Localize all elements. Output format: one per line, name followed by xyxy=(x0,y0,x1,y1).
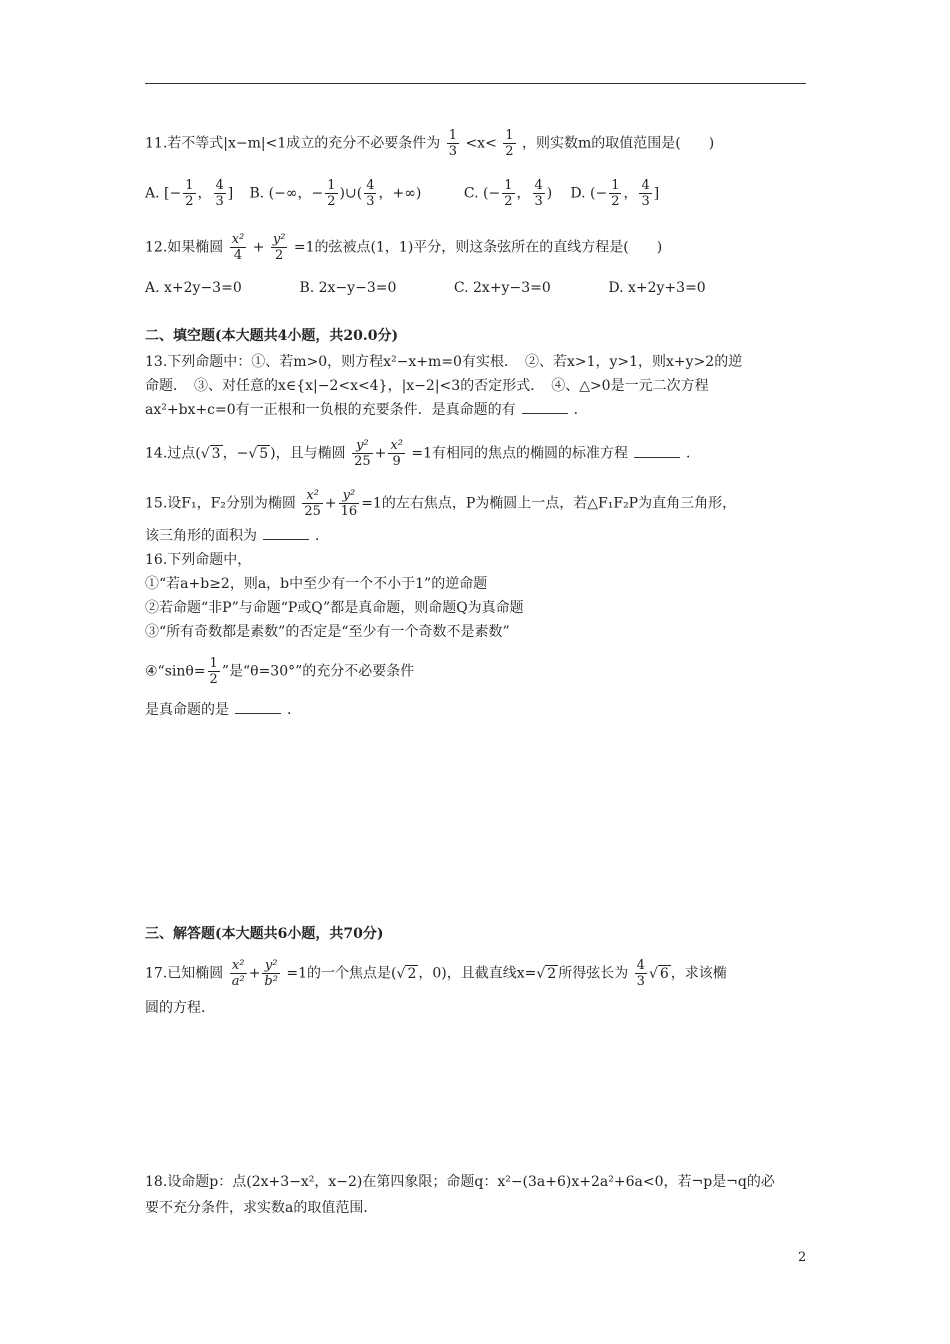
q12-options xyxy=(145,278,706,298)
q17-line-2: 圆的方程． xyxy=(145,1000,215,1016)
q14-text-a: 14.过点( xyxy=(145,445,201,462)
q17-text-e: ，求该椭 xyxy=(670,965,727,982)
q14-answer-blank[interactable] xyxy=(634,445,680,458)
q16-line-1: 16.下列命题中， xyxy=(145,552,252,568)
q17-sqrt-1: √ 2 xyxy=(396,965,417,982)
q17-sqrt-3: √ 6 xyxy=(648,965,669,982)
q13-line-1: 13.下列命题中：①、若m>0，则方程x²−x+m=0有实根． ②、若x>1，y>1，则x+y>2的逆 xyxy=(145,354,743,370)
q17-text-a: 17.已知椭圆 xyxy=(145,965,224,982)
q16-answer-blank[interactable] xyxy=(235,701,281,714)
q12-plus: + xyxy=(252,239,265,256)
q16-item-4-a: ④“sinθ= xyxy=(145,663,206,680)
q17-frac-1: $\frac{\text{x²}}{\text{a²}}$ xyxy=(231,958,245,989)
q15-frac-1: $\frac{\text{x²}}{25}$ xyxy=(304,488,321,519)
q18-line-2: 要不充分条件，求实数a的取值范围． xyxy=(145,1200,378,1216)
q12-text-b: =1的弦被点(1，1)平分，则这条弦所在的直线方程是( ) xyxy=(293,239,663,256)
q16-line-6 xyxy=(145,700,301,720)
q17-text-b: =1的一个焦点是( xyxy=(286,965,397,982)
q12-option-a: A. x+2y−3=0 xyxy=(145,280,242,296)
q14-sep: ，− xyxy=(222,445,249,462)
q14-plus: + xyxy=(374,445,387,462)
section-3-heading: 三、解答题(本大题共6小题，共70分) xyxy=(145,926,384,942)
q15-answer-blank[interactable] xyxy=(263,527,309,540)
q11-option-a: A. [− $\frac{1}{2}$ ， $\frac{4}{3}$ ] xyxy=(145,178,234,209)
q15-text-a: 15.设F₁，F₂分别为椭圆 xyxy=(145,495,296,512)
q12-text-a: 12.如果椭圆 xyxy=(145,239,224,256)
q12-frac-2: $\frac{\text{y²}}{2}$ xyxy=(272,232,286,263)
q16-item-2: ②若命题“非P”与命题“P或Q”都是真命题，则命题Q为真命题 xyxy=(145,600,524,616)
q14-end: ． xyxy=(686,445,700,462)
q17-stem xyxy=(145,958,727,989)
q11-option-b: B. (−∞，− $\frac{1}{2}$ )∪( $\frac{4}{3}$ ，+∞) xyxy=(249,178,422,209)
section-2-heading: 二、填空题(本大题共4小题，共20.0分) xyxy=(145,328,399,344)
q15-line-2-text: 该三角形的面积为 xyxy=(145,528,257,544)
q16-end: ． xyxy=(287,702,301,718)
q13-line-3-text: ax²+bx+c=0有一正根和一负根的充要条件．是真命题的有 xyxy=(145,402,516,418)
header-rule xyxy=(145,83,806,84)
q17-text-c: ，0)，且截直线x= xyxy=(418,965,537,982)
q14-sqrt-1: √ 3 xyxy=(200,445,221,462)
q16-item-4 xyxy=(145,656,414,687)
q14-sqrt-2: √ 5 xyxy=(248,445,269,462)
q16-item-3: ③“所有奇数都是素数”的否定是“至少有一个奇数不是素数” xyxy=(145,624,510,640)
q15-stem xyxy=(145,488,736,519)
q16-item-4-b: ”是“θ=30°”的充分不必要条件 xyxy=(221,663,415,680)
q14-frac-1: $\frac{\text{y²}}{25}$ xyxy=(354,438,371,469)
q16-frac: $\frac{1}{2}$ xyxy=(209,656,218,687)
q13-end: ． xyxy=(573,402,588,418)
q11-options xyxy=(145,178,659,209)
q15-end: ． xyxy=(315,528,329,544)
q11-text-a: 11.若不等式|x−m|<1成立的充分不必要条件为 xyxy=(145,135,441,152)
q15-frac-2: $\frac{\text{y²}}{16}$ xyxy=(340,488,358,519)
q11-stem xyxy=(145,128,714,159)
q15-line-2 xyxy=(145,526,329,546)
q12-option-b: B. 2x−y−3=0 xyxy=(299,280,397,296)
q11-option-c: C. (− $\frac{1}{2}$ ， $\frac{4}{3}$ ) xyxy=(463,178,553,209)
q11-frac-1: $\frac{1}{3}$ xyxy=(448,128,457,159)
q11-frac-2: $\frac{1}{2}$ xyxy=(505,128,514,159)
q17-plus: + xyxy=(248,965,261,982)
q12-option-c: C. 2x+y−3=0 xyxy=(453,280,551,296)
q17-sqrt-2: √ 2 xyxy=(536,965,557,982)
q12-stem xyxy=(145,232,662,263)
q16-item-1: ①“若a+b≥2，则a，b中至少有一个不小于1”的逆命题 xyxy=(145,576,488,592)
q17-frac-3: $\frac{4}{3}$ xyxy=(636,958,645,989)
q12-frac-1: $\frac{\text{x²}}{4}$ xyxy=(231,232,245,263)
q14-frac-2: $\frac{\text{x²}}{9}$ xyxy=(390,438,403,469)
q15-text-b: 的左右焦点，P为椭圆上一点，若△F₁F₂P为直角三角形， xyxy=(381,495,737,512)
q11-text-b: ，则实数m的取值范围是( ) xyxy=(521,135,715,152)
q11-mid: <x< xyxy=(465,135,497,152)
q14-text-b: )，且与椭圆 xyxy=(270,445,346,462)
q14-stem xyxy=(145,438,700,469)
q11-option-d: D. (− $\frac{1}{2}$ ， $\frac{4}{3}$ ] xyxy=(570,178,660,209)
q12-option-d: D. x+2y+3=0 xyxy=(608,280,706,296)
q17-text-d: 所得弦长为 xyxy=(558,965,629,982)
page-number: 2 xyxy=(798,1250,807,1265)
q13-answer-blank[interactable] xyxy=(522,401,568,414)
q15-eq: =1 xyxy=(361,495,382,512)
q16-line-6-text: 是真命题的是 xyxy=(145,702,229,718)
q17-frac-2: $\frac{\text{y²}}{\text{b²}}$ xyxy=(264,958,278,989)
q14-text-c: =1有相同的焦点的椭圆的标准方程 xyxy=(411,445,628,462)
q18-line-1: 18.设命题p：点(2x+3−x²，x−2)在第四象限；命题q：x²−(3a+6)x+2a²+6a<0，若¬p是¬q的必 xyxy=(145,1174,775,1190)
q13-line-2: 命题． ③、对任意的x∈{x|−2<x<4}，|x−2|<3的否定形式． ④、△>0是一元二次方程 xyxy=(145,378,709,394)
q15-plus: + xyxy=(324,495,337,512)
q13-line-3 xyxy=(145,400,588,420)
